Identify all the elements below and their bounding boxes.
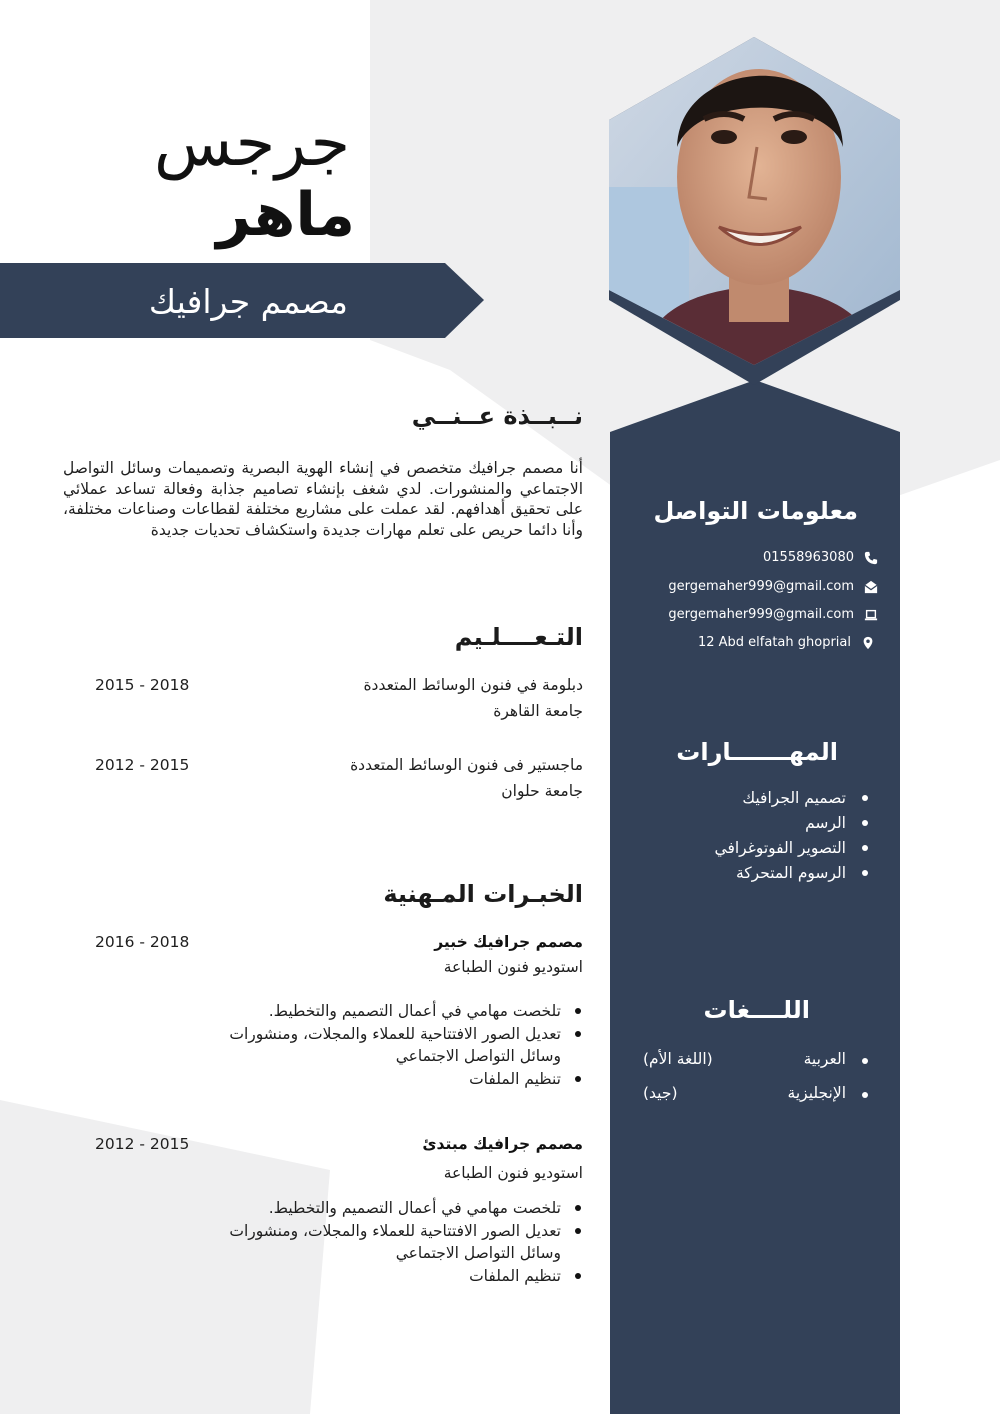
web-address: gergemaher999@gmail.com	[668, 607, 854, 622]
phone-number: 01558963080	[763, 550, 854, 565]
about-text: أنا مصمم جرافيك متخصص في إنشاء الهوية البصرية وتصميمات وسائل التواصل الاجتماعي والمنشورات. لدي شغف بإنشاء تصاميم جذابة وفعالة تساعد عملائي على تحقيق أهدافهم. لقد عملت على مشاريع مختلفة لقطاعات وصناعات مختلفة، وأنا دائما حريص على تعلم مهارات جديدة واستكشاف تحديات جديدة	[63, 459, 583, 539]
contact-email	[668, 579, 878, 594]
experience-years: 2012 - 2015	[95, 1135, 190, 1153]
education-years: 2015 - 2018	[95, 676, 190, 694]
experience-company: استوديو فنون الطباعة	[443, 958, 583, 976]
street-address: 12 Abd elfatah ghoprial	[697, 635, 851, 650]
duty-item: تلخصت مهامي في أعمال التصميم والتخطيط.	[223, 1000, 583, 1023]
first-name: جرجس	[153, 107, 350, 181]
laptop-icon	[864, 608, 878, 622]
language-name: الإنجليزية	[787, 1084, 846, 1102]
location-pin-icon	[861, 636, 875, 650]
skills-list	[648, 786, 868, 886]
languages-title: اللــــغات	[703, 996, 810, 1024]
education-degree: ماجستير فى فنون الوسائط المتعددة	[350, 756, 583, 774]
skills-title: المهـــــــارات	[676, 738, 838, 766]
duty-item: تعديل الصور الافتتاحية للعملاء والمجلات، ومنشورات وسائل التواصل الاجتماعي	[223, 1023, 583, 1068]
bullet-dot	[862, 1092, 868, 1098]
experience-title: الخبـرات المـهنية	[383, 880, 583, 908]
about-title: نــبــذة عــنــي	[411, 402, 583, 430]
education-school: جامعة حلوان	[501, 782, 583, 800]
skill-item: الرسم	[648, 811, 868, 836]
contact-title: معلومات التواصل	[653, 497, 858, 525]
job-title: مصمم جرافيك	[148, 282, 348, 321]
last-name: ماهر	[216, 180, 355, 250]
education-school: جامعة القاهرة	[493, 702, 583, 720]
contact-address	[698, 635, 875, 650]
experience-duties	[223, 1197, 583, 1287]
education-years: 2012 - 2015	[95, 756, 190, 774]
skill-item: الرسوم المتحركة	[648, 861, 868, 886]
duty-item: تلخصت مهامي في أعمال التصميم والتخطيط.	[223, 1197, 583, 1220]
mail-icon	[864, 580, 878, 594]
experience-role: مصمم جرافيك مبتدئ	[422, 1135, 583, 1153]
education-title: التـعــــلـيم	[454, 623, 583, 651]
experience-duties	[223, 1000, 583, 1090]
education-degree: دبلومة في فنون الوسائط المتعددة	[363, 676, 583, 694]
duty-item: تنظيم الملفات	[223, 1068, 583, 1091]
language-level: (جيد)	[643, 1084, 678, 1102]
skill-item: تصميم الجرافيك	[648, 786, 868, 811]
profile-photo	[609, 37, 900, 385]
duty-item: تعديل الصور الافتتاحية للعملاء والمجلات، ومنشورات وسائل التواصل الاجتماعي	[223, 1220, 583, 1265]
phone-icon	[864, 551, 878, 565]
contact-phone	[763, 550, 878, 565]
experience-role: مصمم جرافيك خبير	[434, 933, 583, 951]
language-name: العربية	[803, 1050, 846, 1068]
experience-years: 2016 - 2018	[95, 933, 190, 951]
bullet-dot	[862, 1058, 868, 1064]
experience-company: استوديو فنون الطباعة	[443, 1164, 583, 1182]
duty-item: تنظيم الملفات	[223, 1265, 583, 1288]
sidebar-panel	[610, 380, 900, 1414]
skill-item: التصوير الفوتوغرافي	[648, 836, 868, 861]
language-level: (اللغة الأم)	[643, 1050, 713, 1068]
contact-web	[668, 607, 878, 622]
email-address: gergemaher999@gmail.com	[668, 579, 854, 594]
